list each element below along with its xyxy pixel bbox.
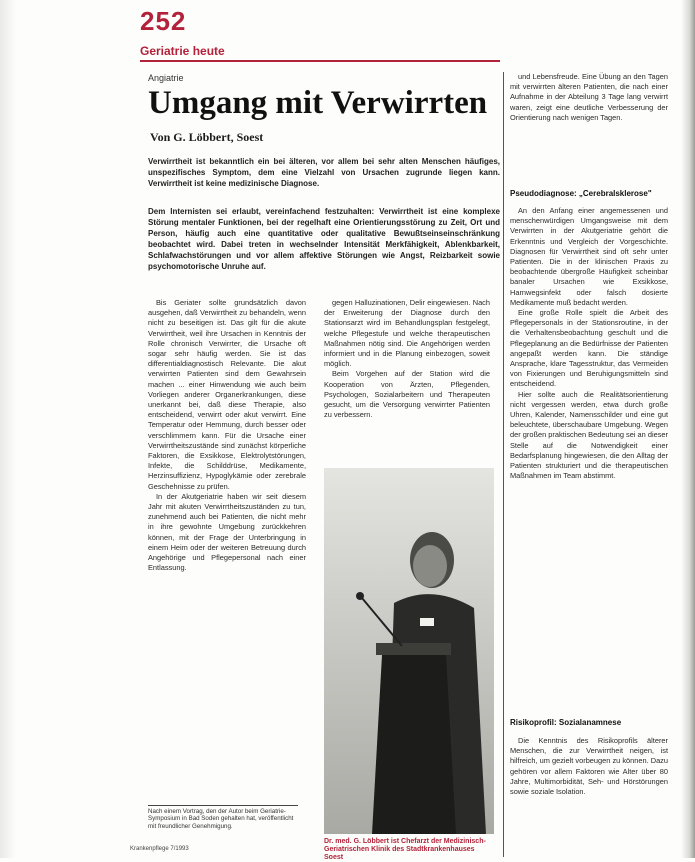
paragraph: Hier sollte auch die Realitätsorientierung nicht vergessen werden, etwa durch große Uhren, Kalender, Namensschilder und eine gut beleuchtete, überschaubare Umgebung. Wegen der großen praktischen Bedeutung sei an dieser Stelle auf die Notwendigkeit einer Bedarfsplanung hingewiesen, die den Alltag der Patienten strukturiert und die therapeutischen Maßnahmen im Team abstimmt. [510, 389, 668, 481]
body-column-3-middle [510, 206, 668, 692]
page-number: 252 [140, 6, 187, 36]
body-column-2 [324, 298, 490, 464]
page-footer: Krankenpflege 7/1993 [130, 846, 189, 852]
paragraph: Beim Vorgehen auf der Station wird die Kooperation von Ärzten, Pflegenden, Psychologen, Sozialarbeitern und Therapeuten gesucht, um die Versorgung verwirrter Patienten zu verbessern. [324, 369, 490, 420]
footnote-rule [148, 805, 298, 806]
paragraph: gegen Halluzinationen, Delir eingewiesen. Nach der Erweiterung der Diagnose durch den Stationsarzt wird im Behandlungsplan festgelegt, welche Pflegestufe und welche therapeutischen Maßnahmen nötig sind. Die Angehörigen werden informiert und in die Planung einbezogen, soweit möglich. [324, 298, 490, 369]
column-divider [503, 72, 504, 857]
body-column-1 [148, 298, 306, 738]
section-label: Geriatrie heute [140, 44, 225, 58]
paragraph: An den Anfang einer angemessenen und menschenwürdigen Umgangsweise mit dem Verwirrten in der Akutgeriatrie gehört die Erkenntnis und Vergleich der Vorgeschichte. Diagnosen für Verwirrtheit sind oft sehr unter Patienten. Die in der klinischen Praxis zu beobachtende übergroße Häufigkeit scheinbar banaler Ursachen wie Exsikkose, Harnwegsinfekt oder falsch dosierte Medikamente muß bedacht werden. [510, 206, 668, 307]
author-photo-illustration [324, 468, 494, 834]
scan-shadow-left [0, 0, 16, 858]
paragraph: Bis Geriater sollte grundsätzlich davon ausgehen, daß Verwirrtheit zu behandeln, wenn nicht zu beseitigen ist. Das gilt für die akute Verwirrtheit, weil ihre Ursachen in Kenntnis der Rolle chronisch Verwirrter, die Ursache oft sogar sehr häufig werden. Sie ist das differentialdiagnostisch Relevante. Die akut verwirrten Patienten sind dem Gewahrsein machen ... einer Hinwendung wie auch beim Vorliegen anderer Organerkrankungen, diese unerkannt bei, daß diese Therapie, also entscheidend, verwirrt oder akut verwirrt. Eine Temperatur oder Hemmung, durch besser oder verschlimmern kann. Für die Ursache einer Verwirrtheitszustände sind zunächst körperliche Faktoren, die Exsikkose, Elektrolytstörungen, Infekte, die Schilddrüse, Medikamente, Herzinsuffizienz, Hypoglykämie oder zerebrale Geschehnisse zu prüfen. [148, 298, 306, 491]
article-kicker: Angiatrie [148, 73, 184, 83]
photo-caption: Dr. med. G. Löbbert ist Chefarzt der Medizinisch-Geriatrischen Klinik des Stadtkrankenhauses Soest [324, 838, 486, 861]
author-photo [324, 468, 494, 834]
footnote: Nach einem Vortrag, den der Autor beim Geriatrie-Symposium in Bad Soden gehalten hat, veröffentlicht mit freundlicher Genehmigung. [148, 808, 294, 830]
article-lead-2: Dem Internisten sei erlaubt, vereinfachend festzuhalten: Verwirrtheit ist eine komplexe Störung mentaler Funktionen, bei der regelhaft eine Orientierungsstörung zu Zeit, Ort und Person, häufig auch eine quantitative oder qualitative Bewußtseinseinschränkung beobachtet wird. Dabei treten in wechselnder Intensität Merkfähigkeit, Ablenkbarkeit, Schlafwachstörungen und vor allem affektive Störungen wie Angst, Reizbarkeit sowie psychomotorische Unruhe auf. [148, 207, 500, 271]
paragraph: In der Akutgeriatrie haben wir seit diesem Jahr mit akuten Verwirrtheitszuständen zu tun, zunehmend auch bei Patienten, die nicht mehr in ihre gewohnte Umgebung zurückkehren können, mit der Frage der Unterbringung in einem Heim oder der weiteren Betreuung durch Angehörige und Pflegepersonal nach einer Entlassung. [148, 491, 306, 573]
paragraph: Eine große Rolle spielt die Arbeit des Pflegepersonals in der Stationsroutine, in der die Verhaltensbeobachtung geschult und die Pflegeplanung an die Bedürfnisse der Patienten angepaßt werden kann. Die ständige Ansprache, klare Tagesstruktur, das Vermeiden von Fixierungen und Beruhigungsmitteln sind entscheidend. [510, 308, 668, 389]
article-title: Umgang mit Verwirrten [148, 85, 488, 121]
article-byline: Von G. Löbbert, Soest [150, 130, 264, 144]
body-column-3-top [510, 72, 668, 160]
subheading-risikoprofil: Risikoprofil: Sozialanamnese [510, 718, 622, 727]
scan-shadow-right [681, 0, 695, 858]
section-rule [140, 60, 500, 62]
subheading-pseudodiagnose: Pseudodiagnose: „Cerebralsklerose" [510, 189, 652, 198]
article-lead-1: Verwirrtheit ist bekanntlich ein bei älteren, vor allem bei sehr alten Menschen häufiges, unspezifisches Symptom, dem eine Vielzahl von Ursachen zugrunde liegen kann. Verwirrtheit ist keine medizinische Diagnose. [148, 157, 500, 188]
paragraph: und Lebensfreude. Eine Übung an den Tagen mit verwirrten älteren Patienten, die nach einer Aufnahme in der Abteilung 3 Tage lang verwirrt waren, zeigt eine deutliche Verbesserung der Orientierung nach wenigen Tagen. [510, 72, 668, 122]
paragraph: Die Kenntnis des Risikoprofils älterer Menschen, die zur Verwirrtheit neigen, ist hilfreich, um gezielt vorbeugen zu können. Dazu gehören vor allem Faktoren wie Alter über 80 Jahre, Multimorbidität, Seh- und Hörstörungen sowie soziale Isolation. [510, 736, 668, 797]
body-column-3-bottom [510, 736, 668, 858]
